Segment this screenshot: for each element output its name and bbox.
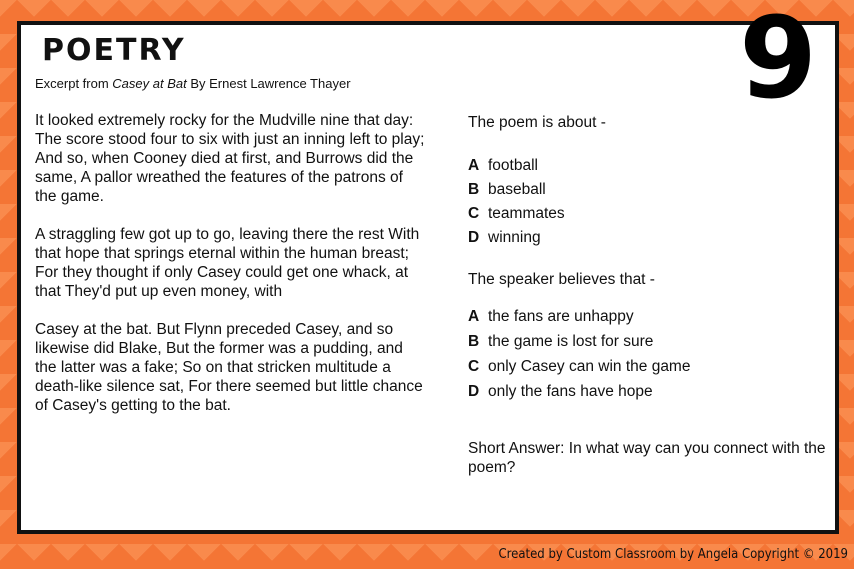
question-2-prompt: The speaker believes that - (468, 271, 655, 288)
choice-d[interactable] (468, 228, 565, 252)
choice-letter: C (468, 205, 480, 222)
choice-text: teammates (488, 205, 565, 222)
choice-text: football (488, 157, 538, 174)
card-title: POETRY (42, 33, 186, 68)
short-answer-prompt: Short Answer: In what way can you connect with the poem? (468, 440, 826, 476)
choice-text: the fans are unhappy (488, 308, 634, 325)
choice-b[interactable] (468, 332, 690, 357)
task-card (17, 0, 839, 534)
subtitle-work-title: Casey at Bat (112, 76, 187, 91)
choice-letter: B (468, 333, 480, 350)
passage-paragraph: It looked extremely rocky for the Mudville nine that day: The score stood four to six with just an inning left to play; And so, when Cooney died at first, and Burrows did the same, A pallor wreathed the features of the patrons of the game. (35, 112, 425, 205)
choice-a[interactable] (468, 307, 690, 332)
choice-letter: C (468, 358, 480, 375)
choice-d[interactable] (468, 382, 690, 407)
passage-paragraph: A straggling few got up to go, leaving there the rest With that hope that springs eternal within the human breast; For they thought if only Casey could get one whack, at that They'd put up even money, with (35, 226, 420, 300)
choice-letter: D (468, 383, 480, 400)
passage-paragraph: Casey at the bat. But Flynn preceded Casey, and so likewise did Blake, But the former was a pudding, and the latter was a fake; So on that stricken multitude a death-like silence sat, For there seemed but little chance of Casey's getting to the bat. (35, 321, 423, 414)
choice-c[interactable] (468, 357, 690, 382)
choice-text: baseball (488, 181, 546, 198)
choice-letter: D (468, 229, 480, 246)
choice-text: only the fans have hope (488, 383, 653, 400)
card-number: 9 (739, 0, 817, 124)
subtitle-author: By Ernest Lawrence Thayer (186, 76, 351, 91)
choice-c[interactable] (468, 204, 565, 228)
question-1-choices (468, 156, 565, 252)
choice-text: the game is lost for sure (488, 333, 654, 350)
choice-letter: A (468, 308, 480, 325)
choice-text: only Casey can win the game (488, 358, 691, 375)
copyright-footer: Created by Custom Classroom by Angela Copyright © 2019 (498, 547, 848, 562)
choice-letter: B (468, 181, 480, 198)
choice-a[interactable] (468, 156, 565, 180)
subtitle-prefix: Excerpt from (35, 76, 113, 91)
card-subtitle (35, 76, 351, 91)
choice-letter: A (468, 157, 480, 174)
question-1-prompt: The poem is about - (468, 114, 606, 131)
choice-text: winning (488, 229, 541, 246)
poem-passage (35, 111, 425, 434)
choice-b[interactable] (468, 180, 565, 204)
question-2-choices (468, 307, 690, 407)
